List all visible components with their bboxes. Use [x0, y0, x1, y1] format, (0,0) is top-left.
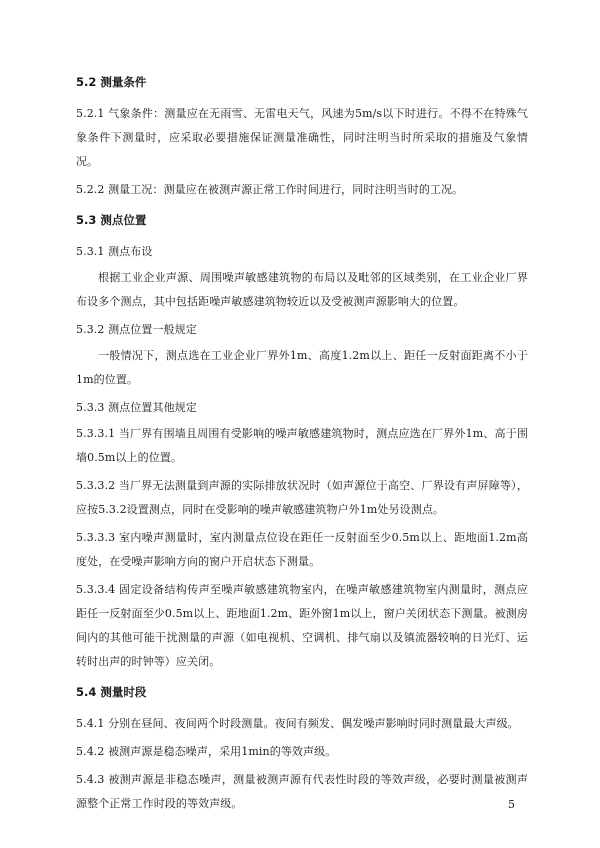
paragraph-5-3-1: 根据工业企业声源、周围噪声敏感建筑物的布局以及毗邻的区域类别，在工业企业厂界布设多个测点，其中包括距噪声敏感建筑物较近以及受被测声源影响大的位置。	[76, 271, 528, 308]
paragraph-5-4-2: 5.4.2 被测声源是稳态噪声，采用1min的等效声级。	[76, 745, 337, 758]
paragraph-5-2-1: 5.2.1 气象条件：测量应在无雨雪、无雷电天气，风速为5m/s以下时进行。不得不在特殊气象条件下测量时，应采取必要措施保证测量准确性，同时注明当时所采取的措施及气象情况。	[76, 107, 528, 168]
paragraph-5-3-3-3: 5.3.3.3 室内噪声测量时，室内测量点位设在距任一反射面至少0.5m以上、距地面1.2m高度处，在受噪声影响方向的窗户开启状态下测量。	[76, 531, 528, 568]
subheading-5-3-3: 5.3.3 测点位置其他规定	[76, 401, 197, 414]
section-heading-5-3: 5.3 测点位置	[76, 213, 147, 227]
page-content	[76, 70, 528, 820]
paragraph-5-4-1: 5.4.1 分别在昼间、夜间两个时段测量。夜间有频发、偶发噪声影响时同时测量最大声级。	[76, 717, 519, 730]
section-heading-5-4: 5.4 测量时段	[76, 685, 147, 699]
subheading-5-3-1: 5.3.1 测点布设	[76, 245, 153, 258]
paragraph-5-2-2: 5.2.2 测量工况：测量应在被测声源正常工作时间进行，同时注明当时的工况。	[76, 183, 464, 196]
section-heading-5-2: 5.2 测量条件	[76, 75, 147, 89]
paragraph-5-3-3-2: 5.3.3.2 当厂界无法测量到声源的实际排放状况时（如声源位于高空、厂界设有声屏障等），应按5.3.2设置测点，同时在受影响的噪声敏感建筑物户外1m处另设测点。	[76, 479, 528, 516]
paragraph-5-4-3: 5.4.3 被测声源是非稳态噪声，测量被测声源有代表性时段的等效声级，必要时测量被测声源整个正常工作时段的等效声级。	[76, 773, 528, 810]
paragraph-5-3-2: 一般情况下，测点选在工业企业厂界外1m、高度1.2m以上、距任一反射面距离不小于1m的位置。	[76, 349, 528, 386]
paragraph-5-3-3-1: 5.3.3.1 当厂界有围墙且周围有受影响的噪声敏感建筑物时，测点应选在厂界外1m、高于围墙0.5m以上的位置。	[76, 427, 528, 464]
page-number: 5	[508, 798, 515, 811]
subheading-5-3-2: 5.3.2 测点位置一般规定	[76, 323, 197, 336]
paragraph-5-3-3-4: 5.3.3.4 固定设备结构传声至噪声敏感建筑物室内，在噪声敏感建筑物室内测量时，测点应距任一反射面至少0.5m以上、距地面1.2m、距外窗1m以上，窗户关闭状态下测量。被测房间内的其他可能干扰测量的声源（如电视机、空调机、排气扇以及镇流器较响的日光灯、运转时出声的时钟等）应关闭。	[76, 583, 528, 668]
